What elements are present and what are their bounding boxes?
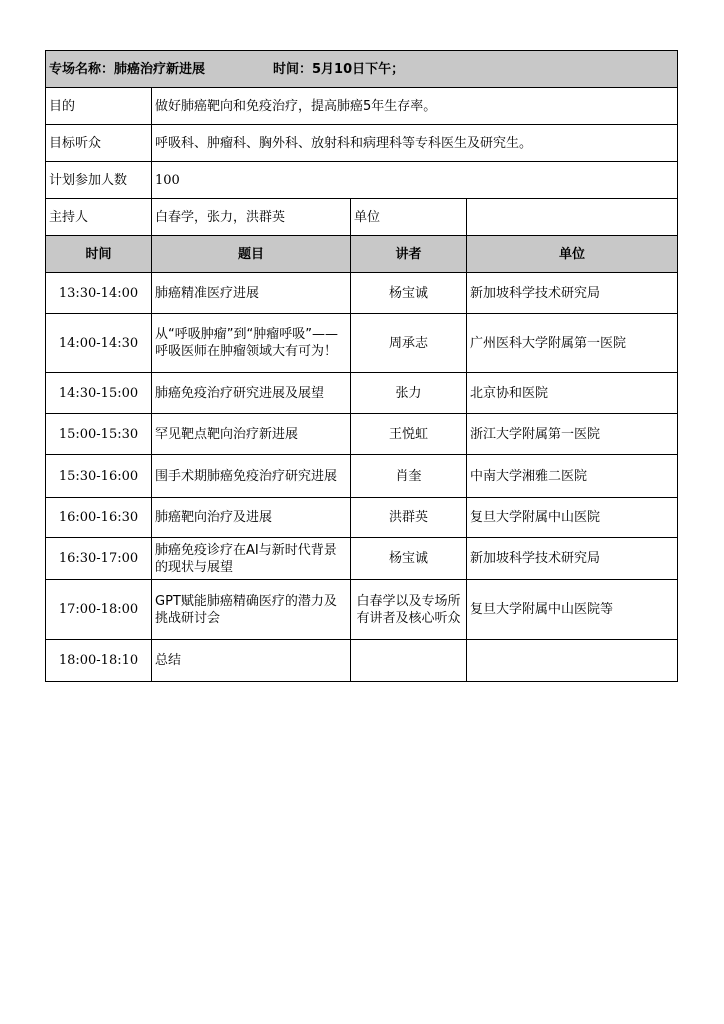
count-value: 100 bbox=[155, 172, 180, 188]
audience-value: 呼吸科、肿瘤科、胸外科、放射科和病理科等专科医生及研究生。 bbox=[155, 135, 533, 151]
row-unit: 新加坡科学技术研究局 bbox=[470, 551, 601, 566]
row-time: 16:00-16:30 bbox=[46, 498, 152, 537]
row-topic: 围手术期肺癌免疫治疗研究进展 bbox=[152, 455, 351, 497]
count-row bbox=[45, 162, 678, 199]
row-topic: 罕见靶点靶向治疗新进展 bbox=[152, 414, 351, 454]
host-value: 白春学，张力，洪群英 bbox=[152, 199, 351, 235]
row-speaker: 洪群英 bbox=[351, 498, 467, 537]
table-row bbox=[45, 538, 678, 580]
row-speaker bbox=[351, 640, 467, 681]
row-time: 18:00-18:10 bbox=[46, 640, 152, 681]
table-row bbox=[45, 373, 678, 414]
table-row bbox=[45, 455, 678, 498]
table-row bbox=[45, 498, 678, 538]
purpose-label: 目的 bbox=[46, 88, 152, 124]
host-label: 主持人 bbox=[46, 199, 152, 235]
row-topic: 肺癌精准医疗进展 bbox=[152, 273, 351, 313]
header-speaker: 讲者 bbox=[351, 236, 467, 272]
row-speaker: 王悦虹 bbox=[351, 414, 467, 454]
row-time: 15:30-16:00 bbox=[46, 455, 152, 497]
row-topic: GPT赋能肺癌精确医疗的潜力及挑战研讨会 bbox=[152, 580, 351, 639]
row-time: 14:30-15:00 bbox=[46, 373, 152, 413]
row-time: 14:00-14:30 bbox=[46, 314, 152, 372]
row-unit: 中南大学湘雅二医院 bbox=[470, 468, 588, 484]
row-unit: 新加坡科学技术研究局 bbox=[470, 285, 601, 301]
header-unit: 单位 bbox=[558, 246, 585, 262]
table-row bbox=[45, 414, 678, 455]
audience-row bbox=[45, 125, 678, 162]
row-topic: 肺癌靶向治疗及进展 bbox=[152, 498, 351, 537]
row-unit bbox=[467, 640, 677, 681]
row-time: 15:00-15:30 bbox=[46, 414, 152, 454]
table-row bbox=[45, 314, 678, 373]
row-unit: 广州医科大学附属第一医院 bbox=[470, 335, 627, 351]
row-speaker: 杨宝诚 bbox=[351, 538, 467, 579]
table-row bbox=[45, 640, 678, 682]
host-row bbox=[45, 199, 678, 236]
row-unit: 浙江大学附属第一医院 bbox=[470, 426, 601, 442]
header-topic: 题目 bbox=[152, 236, 351, 272]
header-time: 时间 bbox=[46, 236, 152, 272]
audience-label: 目标听众 bbox=[46, 125, 152, 161]
row-unit: 复旦大学附属中山医院等 bbox=[470, 602, 614, 617]
row-time: 16:30-17:00 bbox=[46, 538, 152, 579]
row-speaker: 张力 bbox=[351, 373, 467, 413]
row-unit: 复旦大学附属中山医院 bbox=[470, 510, 601, 525]
session-name: 专场名称：肺癌治疗新进展 bbox=[49, 61, 206, 77]
row-unit: 北京协和医院 bbox=[470, 385, 549, 401]
row-topic: 肺癌免疫诊疗在AI与新时代背景的现状与展望 bbox=[152, 538, 351, 579]
unit-value bbox=[467, 199, 677, 235]
row-speaker: 肖奎 bbox=[351, 455, 467, 497]
purpose-row bbox=[45, 88, 678, 125]
row-topic: 肺癌免疫治疗研究进展及展望 bbox=[152, 373, 351, 413]
agenda-table bbox=[45, 50, 678, 682]
row-time: 17:00-18:00 bbox=[46, 580, 152, 639]
row-speaker: 周承志 bbox=[351, 314, 467, 372]
row-speaker: 杨宝诚 bbox=[351, 273, 467, 313]
row-topic: 从“呼吸肿瘤”到“肿瘤呼吸”——呼吸医师在肿瘤领域大有可为！ bbox=[152, 314, 351, 372]
row-time: 13:30-14:00 bbox=[46, 273, 152, 313]
purpose-value: 做好肺癌靶向和免疫治疗，提高肺癌5年生存率。 bbox=[155, 98, 437, 114]
unit-label: 单位 bbox=[351, 199, 467, 235]
count-label: 计划参加人数 bbox=[46, 162, 152, 198]
table-row bbox=[45, 273, 678, 314]
table-row bbox=[45, 580, 678, 640]
row-speaker: 白春学以及专场所有讲者及核心听众 bbox=[351, 580, 467, 639]
row-topic: 总结 bbox=[152, 640, 351, 681]
schedule-header-row bbox=[45, 236, 678, 273]
title-row bbox=[45, 50, 678, 88]
session-time: 时间：5月10日下午； bbox=[273, 61, 405, 77]
title-cell bbox=[46, 51, 677, 87]
